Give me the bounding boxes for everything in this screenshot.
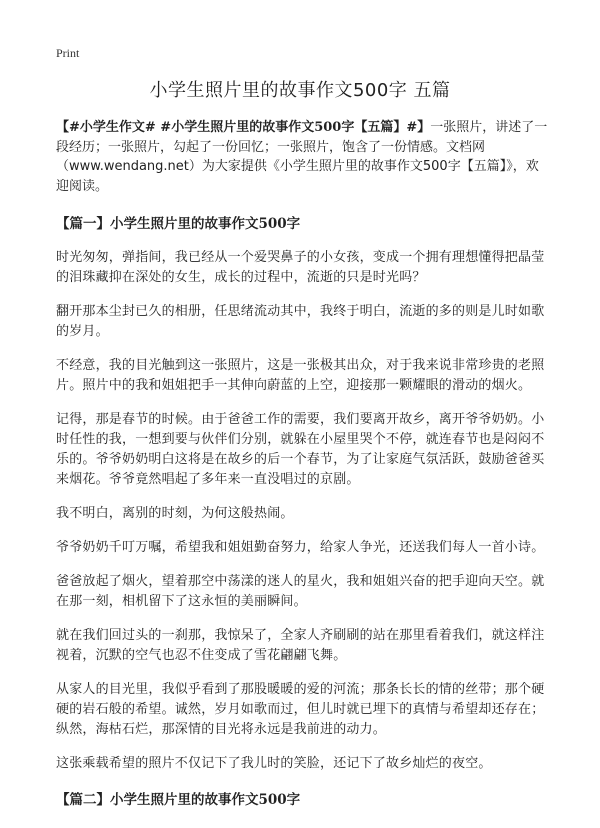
section-heading-1: 【篇一】小学生照片里的故事作文500字 <box>56 216 301 232</box>
intro-text: 一张照片，讲述了一段经历；一张照片，勾起了一份回忆；一张照片，饱含了一份情感。文档网（www.wendang.net）为大家提供《小学生照片里的故事作文500字【五篇】》，欢迎阅读。 <box>56 120 548 194</box>
paragraph: 爷爷奶奶千叮万嘱，希望我和姐姐勤奋努力，给家人争光，还送我们每人一首小诗。 <box>56 540 545 555</box>
document-title: 小学生照片里的故事作文500字 五篇 <box>149 80 451 101</box>
paragraph: 从家人的目光里，我似乎看到了那股暖暖的爱的河流；那条长长的情的丝带；那个硬硬的岩石般的希望。诚然，岁月如歌而过，但儿时就已埋下的真情与希望却还存在；纵然，海枯石烂，那深情的目光将永远是我前进的动力。 <box>56 682 545 737</box>
print-label: Print <box>56 46 80 60</box>
paragraph: 就在我们回过头的一刹那，我惊呆了，全家人齐刷刷的站在那里看着我们，就这样注视着，沉默的空气也忍不住变成了雪花翩翩飞舞。 <box>56 628 545 663</box>
paragraph: 这张乘载希望的照片不仅记下了我儿时的笑脸，还记下了故乡灿烂的夜空。 <box>56 756 492 771</box>
paragraph: 记得，那是春节的时候。由于爸爸工作的需要，我们要离开故乡，离开爷爷奶奶。小时任性的我，一想到要与伙伴们分别，就躲在小屋里哭个不停，就连春节也是闷闷不乐的。爷爷奶奶明白这将是在故乡的后一个春节，为了让家庭气氛活跃，鼓励爸爸买来烟花。爷爷竟然唱起了多年来一直没唱过的京剧。 <box>56 412 545 487</box>
document-body <box>56 118 550 824</box>
intro-paragraph <box>56 118 550 196</box>
paragraph: 爸爸放起了烟火，望着那空中荡漾的迷人的星火，我和姐姐兴奋的把手迎向天空。就在那一刻，相机留下了这永恒的美丽瞬间。 <box>56 574 545 609</box>
paragraph: 时光匆匆，弹指间，我已经从一个爱哭鼻子的小女孩，变成一个拥有理想懂得把晶莹的泪珠藏抑在深处的女生，成长的过程中，流逝的只是时光吗？ <box>56 250 545 285</box>
intro-lead: 【#小学生作文# #小学生照片里的故事作文500字【五篇】#】 <box>56 120 431 135</box>
paragraph: 翻开那本尘封已久的相册，任思绪流动其中，我终于明白，流逝的多的则是儿时如歌的岁月。 <box>56 304 545 339</box>
paragraph: 我不明白，离别的时刻，为何这般热闹。 <box>56 506 294 521</box>
paragraph: 不经意，我的目光触到这一张照片，这是一张极其出众，对于我来说非常珍贵的老照片。照片中的我和姐姐把手一其伸向蔚蓝的上空，迎接那一颗耀眼的滑动的烟火。 <box>56 358 545 393</box>
section-heading-2: 【篇二】小学生照片里的故事作文500字 <box>56 792 301 808</box>
